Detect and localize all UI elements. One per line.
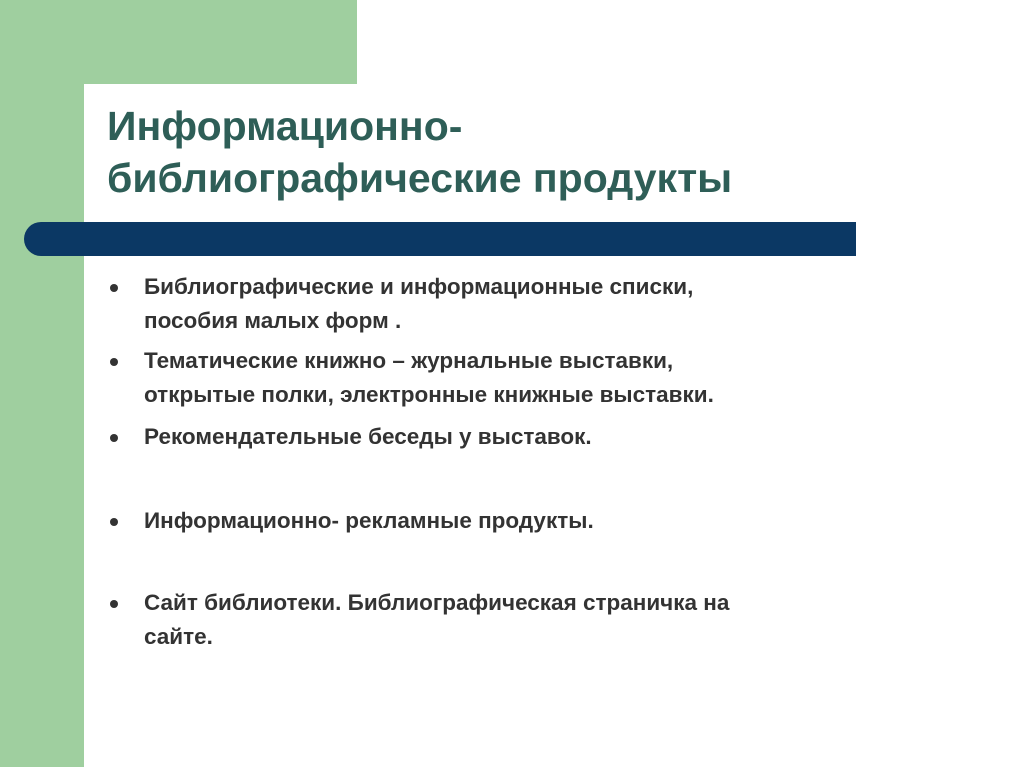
bullet-text: Сайт библиотеки. Библиографическая страничка на сайте. xyxy=(144,590,730,649)
bullet-dot-icon xyxy=(110,600,118,608)
bullet-dot-icon xyxy=(110,434,118,442)
slide-title-line-2: библиографические продукты xyxy=(107,155,733,201)
bullet-text: Библиографические и информационные списки, пособия малых форм . xyxy=(144,274,694,333)
title-divider-bar xyxy=(24,222,856,256)
green-top-block xyxy=(0,0,357,84)
bullet-text: Рекомендательные беседы у выставок. xyxy=(144,424,592,449)
bullet-text: Информационно- рекламные продукты. xyxy=(144,508,594,533)
bullet-text: Тематические книжно – журнальные выставки, открытые полки, электронные книжные выставки. xyxy=(144,348,714,407)
slide-title-line-1: Информационно- xyxy=(107,103,463,149)
green-side-strip xyxy=(0,0,84,767)
bullet-dot-icon xyxy=(110,358,118,366)
slide-title xyxy=(107,100,887,204)
bullet-dot-icon xyxy=(110,284,118,292)
bullet-dot-icon xyxy=(110,518,118,526)
